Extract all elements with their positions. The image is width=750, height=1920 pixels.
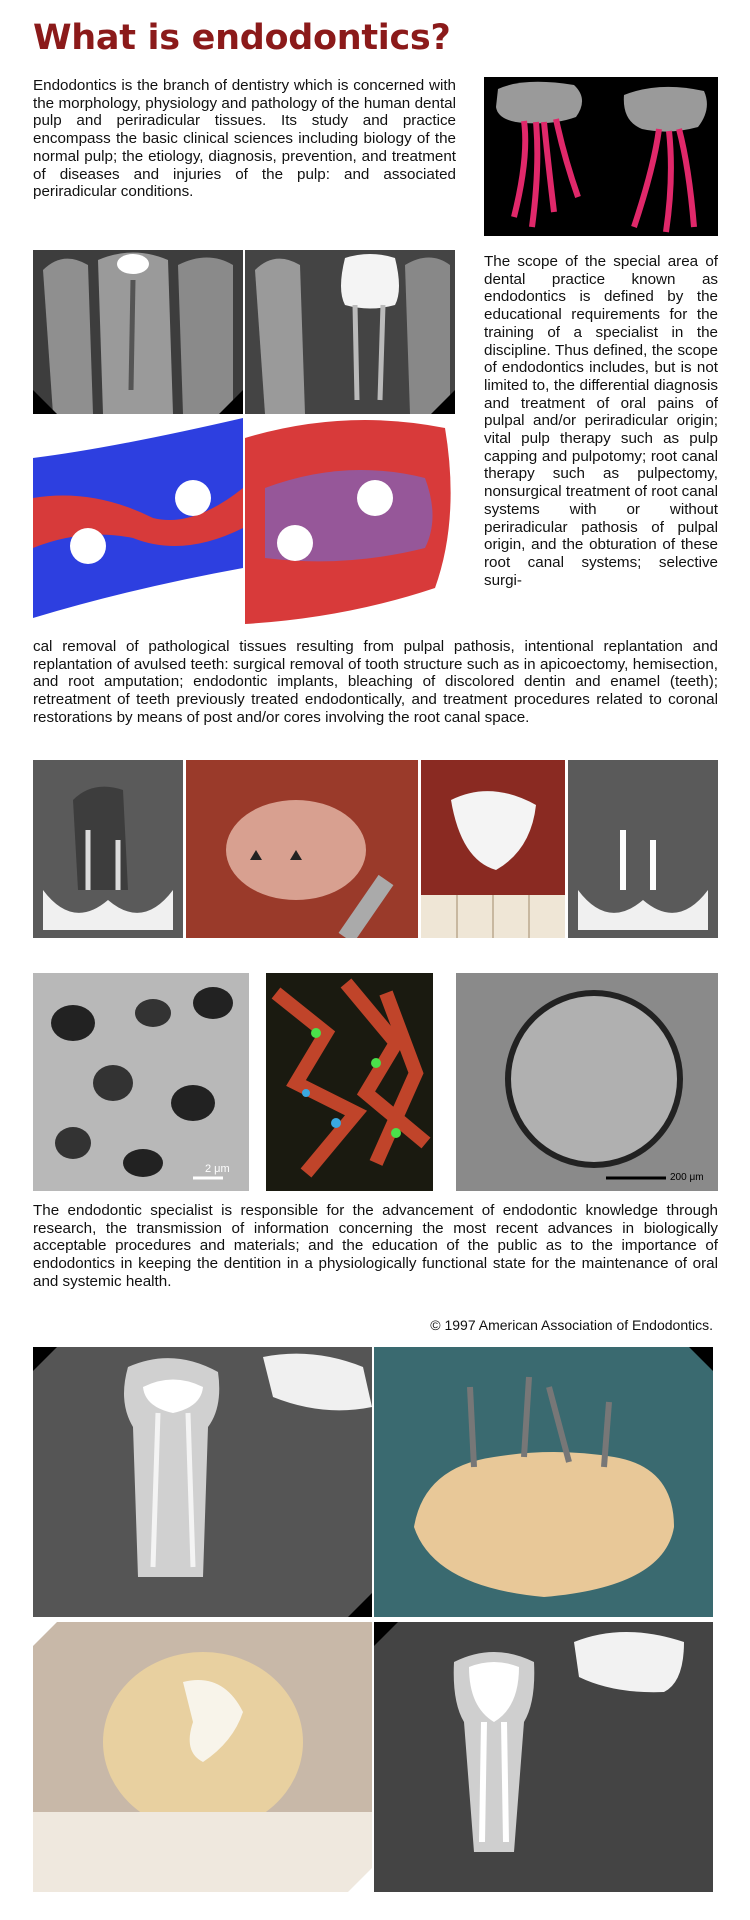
scope-paragraph-part1: The scope of the special area of dental practice known as endodontics is defined by the educational requirements for the training of a specialist in the discipline. Thus defined, the scope of endodontics includes, but is not limited to, the differential diagnosis and treatment of oral pains of pulpal and/or periradicular origin; vital pulp therapy such as pulp capping and pulpotomy; root canal therapy such as pulpectomy, nonsurgical treatment of root canal systems with or without periradicular pathosis of pulpal origin, and the obturation of these root canal systems; selective surgi-	[484, 253, 718, 589]
surgical-xray-after-image	[568, 760, 718, 938]
access-cavity-image	[33, 1622, 372, 1892]
surgical-retrofill-image	[421, 760, 565, 938]
histology-section-blue-image	[33, 418, 243, 630]
sem-canal-image	[456, 973, 718, 1191]
micrograph-scale-label: 2 μm	[205, 1163, 230, 1175]
molar-xray-image	[33, 1347, 372, 1617]
extracted-molar-files-image	[374, 1347, 713, 1617]
surgical-xray-before-image	[33, 760, 183, 938]
fluorescence-cells-image	[266, 973, 433, 1191]
histology-section-red-image	[245, 418, 455, 624]
specialist-paragraph: The endodontic specialist is responsible for the advancement of endodontic knowledge through research, the transmission of information concerning the most recent advances in biologically acceptable procedures and materials; and the education of the public as to the importance of endodontics in keeping the dentition in a physiologically functional state for the maintenance of oral and systemic health.	[33, 1202, 718, 1290]
xray-after-image	[245, 250, 455, 414]
bridge-xray-image	[374, 1622, 713, 1892]
copyright-text: © 1997 American Association of Endodontics.	[430, 1317, 713, 1333]
scope-paragraph-part2: cal removal of pathological tissues resulting from pulpal pathosis, intentional replantation and replantation of avulsed teeth: surgical removal of tooth structure such as in apicoectomy, hemisection, and root amputation; endodontic implants, bleaching of discolored dentin and enamel (teeth); retreatment of teeth previously treated endodontically, and treatment procedures related to coronal restorations by means of post and/or cores involving the root canal space.	[33, 638, 718, 726]
page-title: What is endodontics?	[33, 18, 451, 58]
intro-paragraph: Endodontics is the branch of dentistry which is concerned with the morphology, physiology and pathology of the human dental pulp and periradicular tissues. Its study and practice encompass the basic clinical sciences including biology of the normal pulp; the etiology, diagnosis, prevention, and treatment of diseases and injuries of the pulp: and associated periradicular conditions.	[33, 77, 456, 201]
electron-micrograph-image	[33, 973, 249, 1191]
xray-before-image	[33, 250, 243, 414]
root-canal-model-image	[484, 77, 718, 236]
sem-scale-label: 200 μm	[670, 1172, 704, 1183]
surgical-flap-image	[186, 760, 418, 938]
